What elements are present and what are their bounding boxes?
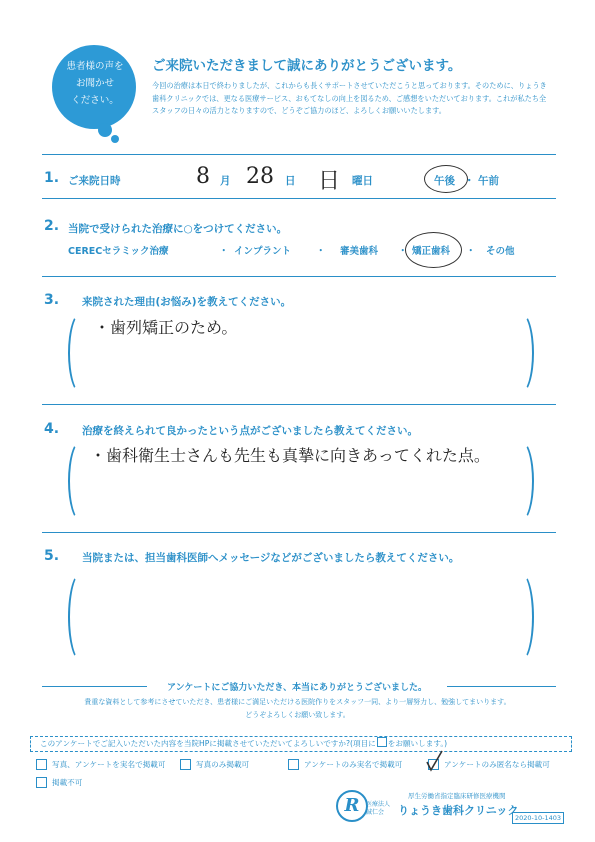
- consent-question: このアンケートでご記入いただいた内容を当院HPに掲載させていただいてよろしいですか?(項目に をお願いします。): [40, 739, 448, 748]
- checkbox-label: 写真、アンケートを実名で掲載可: [52, 760, 166, 769]
- section-divider: [42, 276, 556, 277]
- checkbox-label: アンケートのみ匿名なら掲載可: [444, 760, 550, 769]
- q1-weekday-unit: 曜日: [352, 175, 373, 187]
- checkbox-label: 写真のみ掲載可: [196, 760, 250, 769]
- check-mark-icon: [424, 750, 444, 772]
- q2-option-orthodontics[interactable]: 矯正歯科: [412, 246, 451, 257]
- q5-number: 5.: [44, 548, 60, 564]
- section-divider: [42, 154, 556, 155]
- q2-label: 当院で受けられた治療に○をつけてください。: [68, 223, 288, 235]
- q1-separator: ・: [464, 175, 475, 187]
- q4-number: 4.: [44, 421, 60, 437]
- q5-label: 当院または、担当歯科医師へメッセージなどがございましたら教えてください。: [82, 552, 460, 564]
- checkbox-real-name-photo[interactable]: [36, 759, 47, 770]
- q2-separator: ・: [219, 246, 229, 257]
- checkbox-label: 掲載不可: [52, 778, 83, 787]
- org-label: 医療法人 誠仁会: [366, 801, 391, 816]
- q3-answer[interactable]: ・歯列矯正のため。: [94, 318, 238, 337]
- checkbox-no-publish[interactable]: [36, 777, 47, 788]
- checkbox-sample-icon: [377, 737, 387, 747]
- q1-day-value[interactable]: 28: [246, 164, 274, 189]
- q2-option-cosmetic[interactable]: 審美歯科: [340, 246, 379, 257]
- bubble-text: 患者様の声を お聞かせ ください。: [66, 61, 124, 106]
- q2-option-cerec[interactable]: CERECセラミック治療: [68, 246, 169, 257]
- q3-number: 3.: [44, 292, 60, 308]
- q5-right-paren: [508, 572, 534, 662]
- q1-number: 1.: [44, 170, 60, 186]
- intro-text: 今回の治療は本日で終わりましたが、これからも長くサポートさせていただこうと思っております。そのために、りょうき歯科クリニックでは、更なる医療サービス、おもてなしの向上を図るため、ご感想をいただいております。これが私たち全スタッフの日々の活力となりますので、どうぞご協力のほど、よろしくお願いいたします。: [152, 81, 547, 115]
- bubble-tail-dot: [111, 135, 119, 143]
- q4-label: 治療を終えられて良かったという点がございましたら教えてください。: [82, 425, 418, 437]
- q1-weekday-value[interactable]: 日: [318, 169, 341, 194]
- q1-month-unit: 月: [220, 175, 231, 187]
- q2-number: 2.: [44, 218, 60, 234]
- thanks-line2: どうぞよろしくお願い致します。: [245, 711, 350, 719]
- checkbox-survey-real-name[interactable]: [288, 759, 299, 770]
- q1-day-unit: 日: [285, 175, 296, 187]
- section-divider: [42, 404, 556, 405]
- clinic-designation: 厚生労働省指定臨床研修医療機関: [408, 792, 506, 800]
- q1-label: ご来院日時: [68, 175, 121, 187]
- clinic-logo-icon: R: [336, 790, 368, 822]
- q2-option-other[interactable]: その他: [486, 246, 515, 257]
- q4-right-paren: [508, 440, 534, 522]
- q3-label: 来院された理由(お悩み)を教えてください。: [82, 296, 292, 308]
- clinic-name: りょうき歯科クリニック: [398, 804, 519, 817]
- q2-separator: ・: [398, 246, 408, 257]
- q2-separator: ・: [316, 246, 326, 257]
- checkbox-label: アンケートのみ実名で掲載可: [304, 760, 403, 769]
- page-title: ご来院いただきまして誠にありがとうございます。: [152, 58, 462, 74]
- q5-left-paren: [68, 572, 94, 662]
- checkbox-photo-only[interactable]: [180, 759, 191, 770]
- q4-answer[interactable]: ・歯科衛生士さんも先生も真摯に向きあってくれた点。: [90, 446, 490, 465]
- q3-right-paren: [508, 312, 534, 394]
- section-divider: [42, 198, 556, 199]
- thanks-title: アンケートにご協力いただき、本当にありがとうございました。: [147, 680, 447, 693]
- q2-option-implant[interactable]: インプラント: [234, 246, 292, 257]
- q1-am-option[interactable]: 午前: [478, 175, 499, 187]
- bubble-tail-dot: [98, 123, 112, 137]
- q2-separator: ・: [466, 246, 476, 257]
- section-divider: [42, 532, 556, 533]
- q1-pm-option[interactable]: 午後: [434, 175, 455, 187]
- document-code: 2020-10-1403: [512, 812, 564, 824]
- q1-month-value[interactable]: 8: [196, 164, 210, 189]
- q3-left-paren: [68, 312, 94, 394]
- thanks-line1: 貴重な資料として参考にさせていただき、患者様にご満足いただける医院作りをスタッフ一同、より一層努力し、勉強してまいります。: [84, 698, 511, 706]
